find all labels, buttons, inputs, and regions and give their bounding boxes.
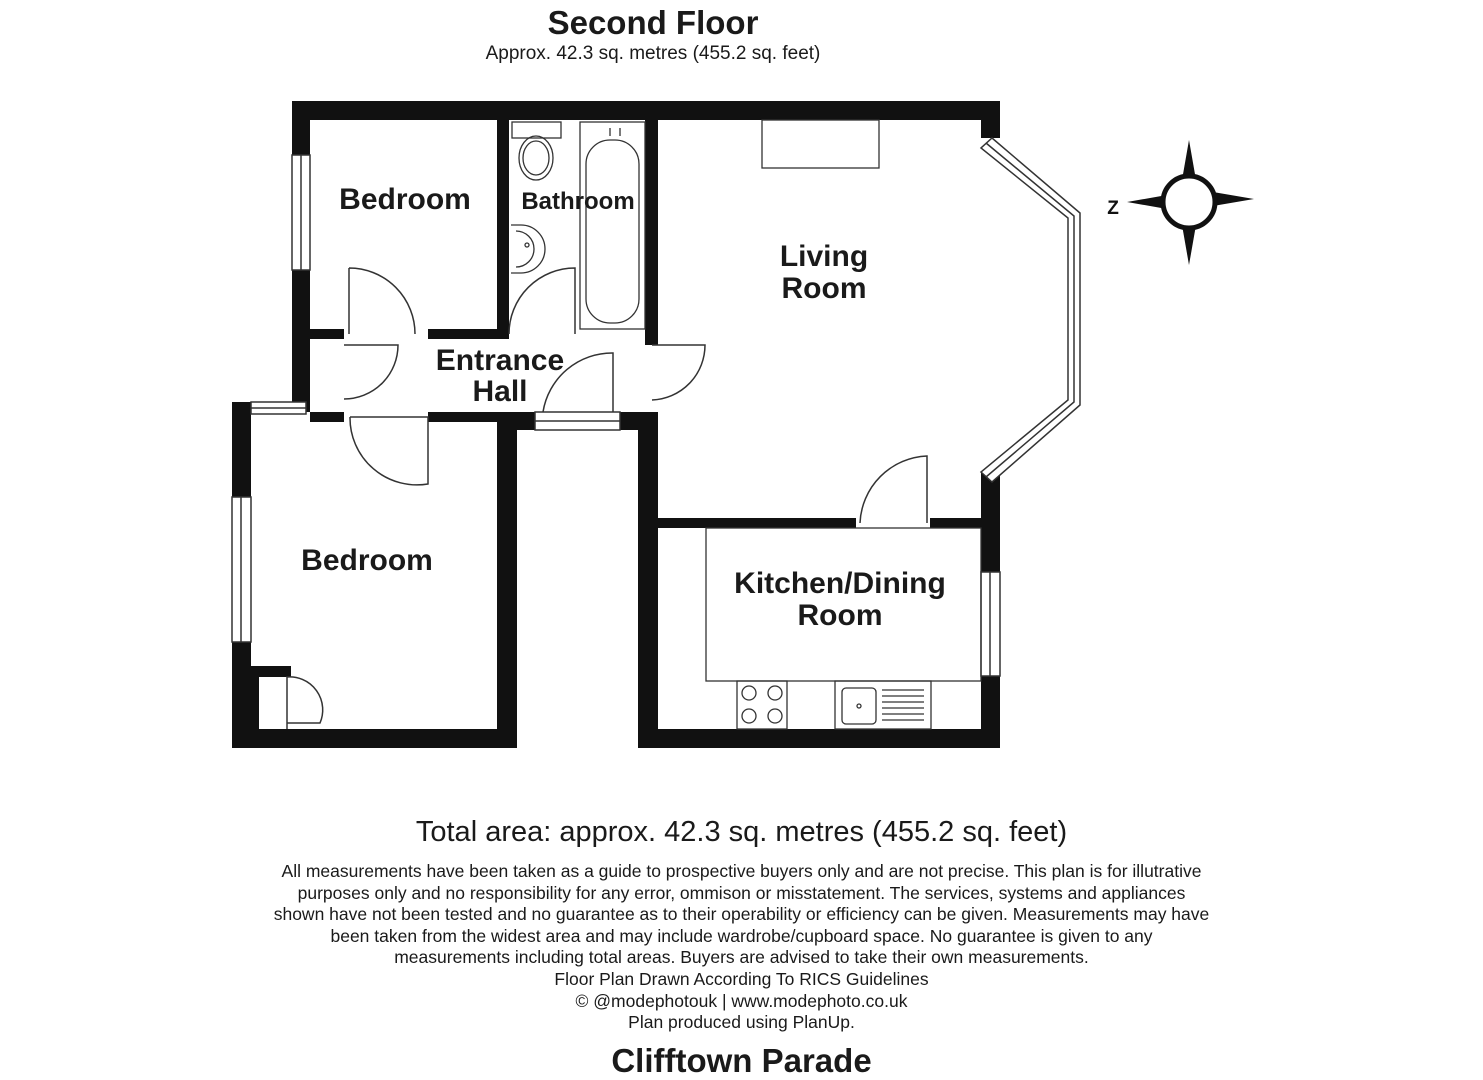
disclaimer-line: purposes only and no responsibility for any error, ommison or misstatement. The services, systems and appliances xyxy=(297,882,1186,903)
disclaimer-line: Floor Plan Drawn According To RICS Guidelines xyxy=(554,968,929,989)
room-label-kitchen-2: Room xyxy=(797,599,883,632)
room-label-hall-1: Entrance xyxy=(435,344,565,377)
room-label-bathroom: Bathroom xyxy=(521,188,635,215)
disclaimer-line: been taken from the widest area and may include wardrobe/cupboard space. No guarantee is given to any xyxy=(330,925,1153,946)
washbasin xyxy=(511,225,545,273)
disclaimer-line: measurements including total areas. Buyers are advised to take their own measurements. xyxy=(394,947,1089,968)
room-label-bedroom-bottom: Bedroom xyxy=(301,544,433,577)
toilet-bowl xyxy=(519,136,553,180)
compass-icon xyxy=(1107,140,1254,265)
room-label-kitchen-1: Kitchen/Dining xyxy=(734,567,946,600)
disclaimer xyxy=(240,861,1243,1034)
fireplace xyxy=(762,120,879,168)
room-label-living-1: Living xyxy=(779,240,869,273)
compass-label: Z xyxy=(1107,198,1119,219)
room-label-bedroom-top: Bedroom xyxy=(339,183,471,216)
total-area: Total area: approx. 42.3 sq. metres (455.2 sq. feet) xyxy=(415,816,1068,848)
room-label-hall-2: Hall xyxy=(472,375,528,408)
room-label-living-2: Room xyxy=(781,272,867,305)
bathtub xyxy=(580,122,645,329)
disclaimer-line: Plan produced using PlanUp. xyxy=(628,1012,855,1033)
floor-area: Approx. 42.3 sq. metres (455.2 sq. feet) xyxy=(485,43,821,64)
disclaimer-line: shown have not been tested and no guarantee as to their operability or efficiency can be given. Measurements may have xyxy=(273,904,1210,925)
floor-title: Second Floor xyxy=(547,4,759,41)
disclaimer-line: All measurements have been taken as a guide to prospective buyers only and are not precise. This plan is for illutrative xyxy=(281,861,1202,881)
disclaimer-line: © @modephotouk | www.modephoto.co.uk xyxy=(575,990,908,1011)
property-name: Clifftown Parade xyxy=(611,1042,872,1079)
doors xyxy=(287,268,927,729)
